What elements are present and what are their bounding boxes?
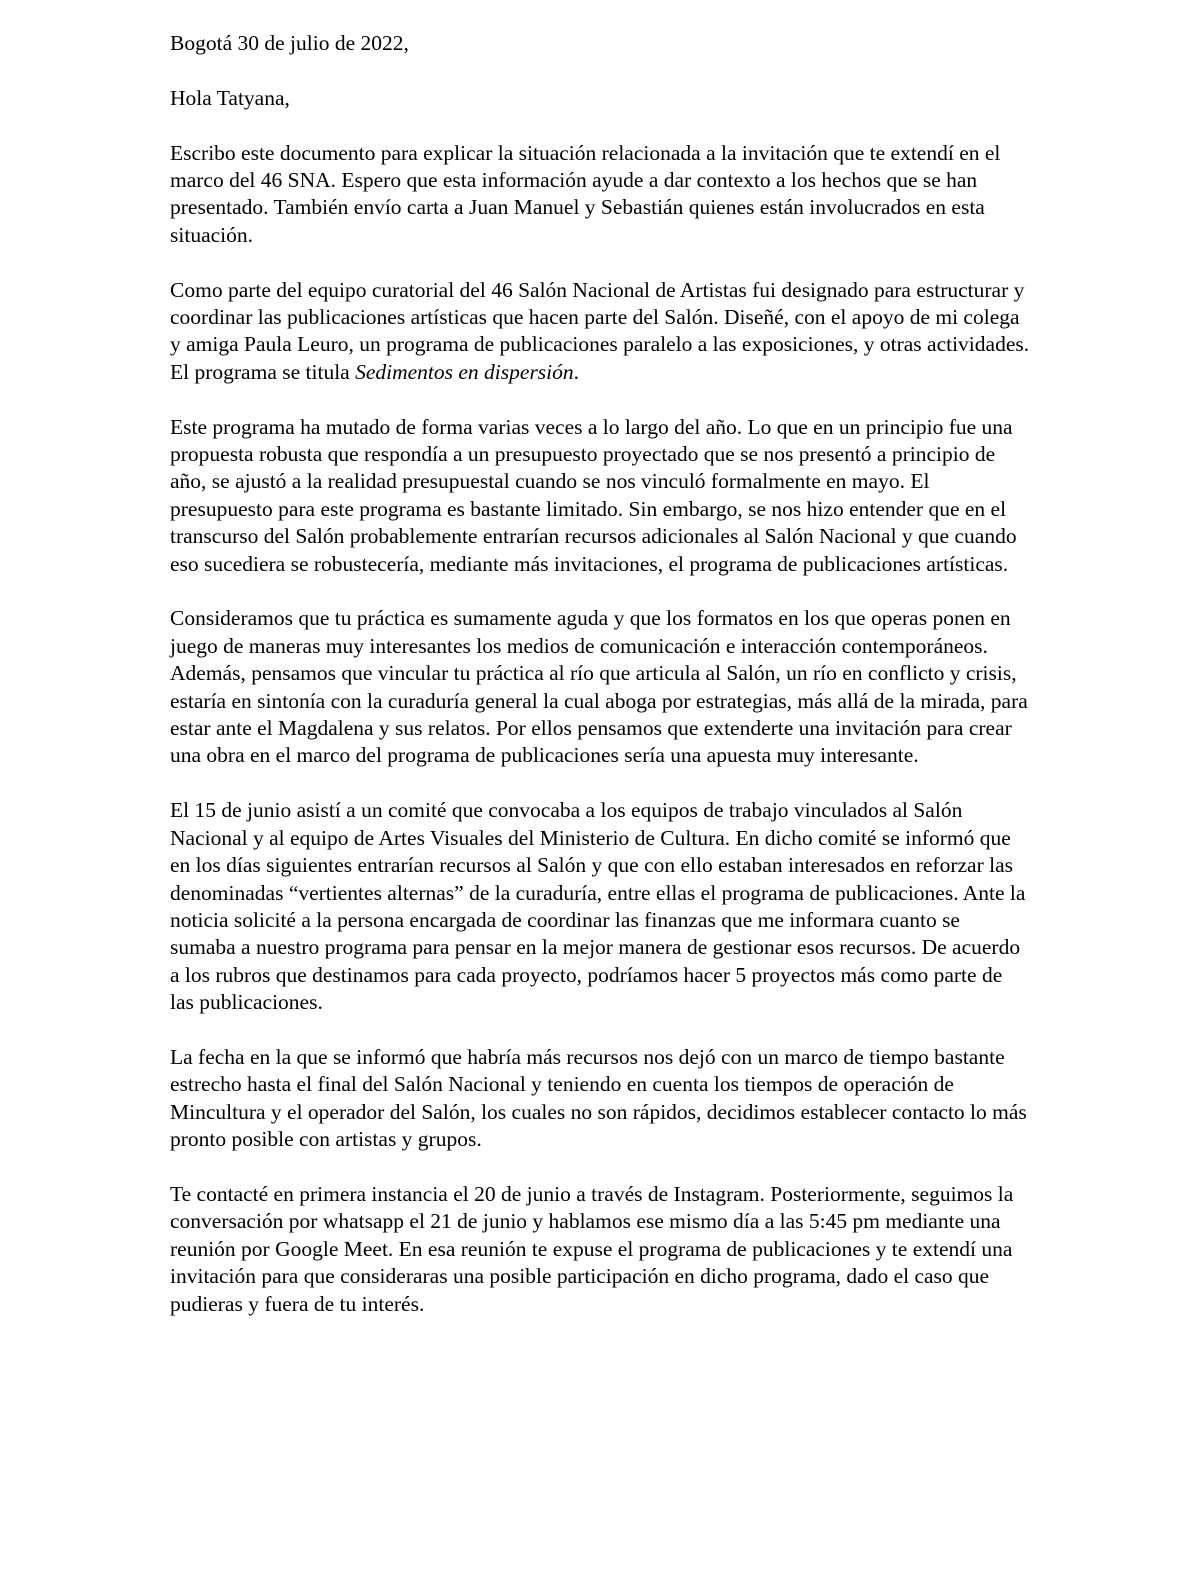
letter-date: Bogotá 30 de julio de 2022, [170,31,409,55]
program-title: Sedimentos en dispersión [355,359,574,384]
paragraph-curatorial-team-end: . [573,359,580,384]
paragraph-curatorial-team [170,277,1030,387]
paragraph-intro: Escribo este documento para explicar la situación relacionada a la invitación que te extendí en el marco del 46 SNA. Espero que esta información ayude a dar contexto a los hechos que se han presentado. También envío carta a Juan Manuel y Sebastián quienes están involucrados en esta situación. [170,140,1001,247]
letter-greeting: Hola Tatyana, [170,85,290,110]
paragraph-curatorial-team-text: Como parte del equipo curatorial del 46 Salón Nacional de Artistas fui designado para estructurar y coordinar las publicaciones artísticas que hacen parte del Salón. Diseñé, con el apoyo de mi colega y amiga Paula Leuro, un programa de publicaciones paralelo a las exposiciones, y otras actividades. El programa se titula [170,277,1030,384]
paragraph-practice: Consideramos que tu práctica es sumamente aguda y que los formatos en los que operas ponen en juego de maneras muy interesantes los medios de comunicación e interacción contemporáneos. Además, pensamos que vincular tu práctica al río que articula al Salón, un río en conflicto y crisis, estaría en sintonía con la curaduría general la cual aboga por estrategias, más allá de la mirada, para estar ante el Magdalena y sus relatos. Por ellos pensamos que extenderte una invitación para crear una obra en el marco del programa de publicaciones sería una apuesta muy interesante. [170,606,1028,768]
paragraph-program-budget: Este programa ha mutado de forma varias veces a lo largo del año. Lo que en un principio fue una propuesta robusta que respondía a un presupuesto proyectado que se nos presentó a principio de año, se ajustó a la realidad presupuestal cuando se nos vinculó formalmente en mayo. El presupuesto para este programa es bastante limitado. Sin embargo, se nos hizo entender que en el transcurso del Salón probablemente entrarían recursos adicionales al Salón Nacional y que cuando eso sucediera se robustecería, mediante más invitaciones, el programa de publicaciones artísticas. [170,414,1017,576]
paragraph-committee: El 15 de junio asistí a un comité que convocaba a los equipos de trabajo vinculados al Salón Nacional y al equipo de Artes Visuales del Ministerio de Cultura. En dicho comité se informó que en los días siguientes entrarían recursos al Salón y que con ello estaban interesados en reforzar las denominadas “vertientes alternas” de la curaduría, entre ellas el programa de publicaciones. Ante la noticia solicité a la persona encargada de coordinar las finanzas que me informara cuanto se sumaba a nuestro programa para pensar en la mejor manera de gestionar esos recursos. De acuerdo a los rubros que destinamos para cada proyecto, podríamos hacer 5 proyectos más como parte de las publicaciones. [170,798,1026,1015]
letter-page [170,30,1030,1345]
paragraph-timeline: La fecha en la que se informó que habría más recursos nos dejó con un marco de tiempo bastante estrecho hasta el final del Salón Nacional y teniendo en cuenta los tiempos de operación de Mincultura y el operador del Salón, los cuales no son rápidos, decidimos establecer contacto lo más pronto posible con artistas y grupos. [170,1044,1027,1152]
paragraph-contact: Te contacté en primera instancia el 20 de junio a través de Instagram. Posteriormente, seguimos la conversación por whatsapp el 21 de junio y hablamos ese mismo día a las 5:45 pm mediante una reunión por Google Meet. En esa reunión te expuse el programa de publicaciones y te extendí una invitación para que consideraras una posible participación en dicho programa, dado el caso que pudieras y fuera de tu interés. [170,1181,1014,1316]
